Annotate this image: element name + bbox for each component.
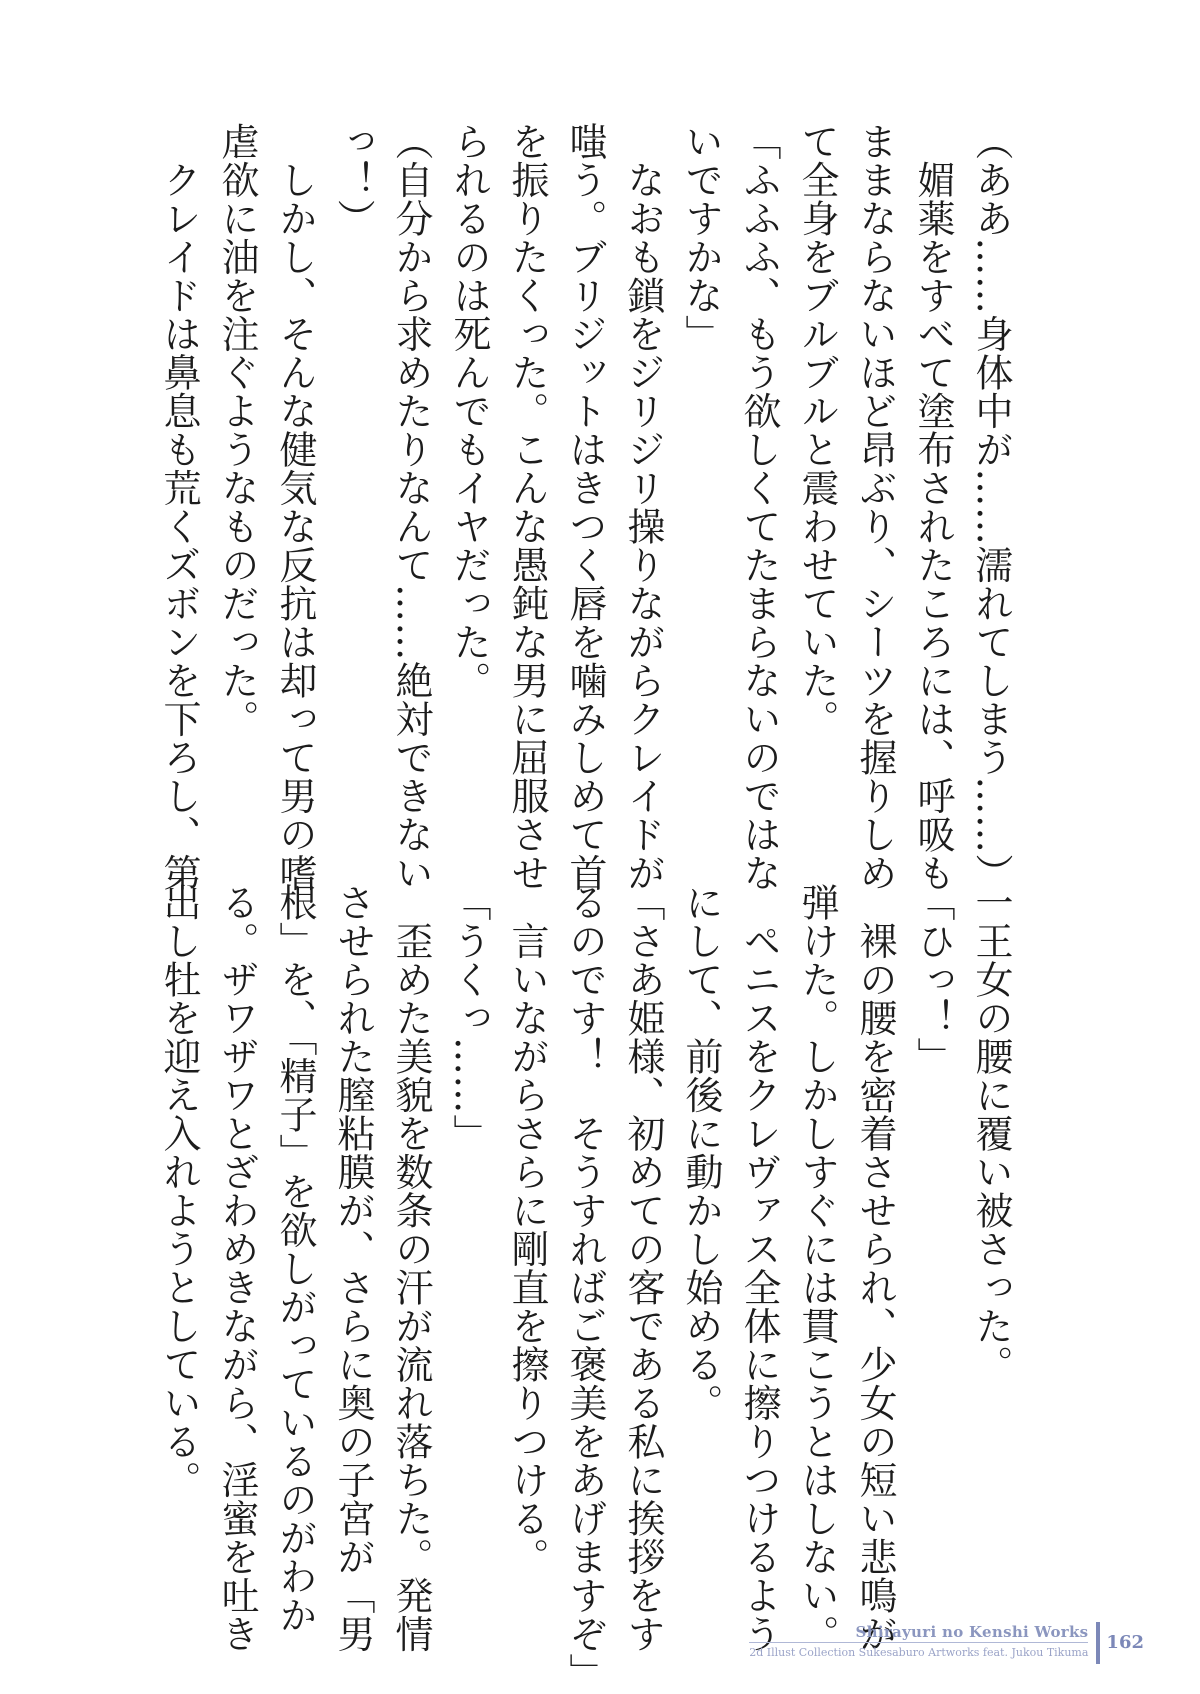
text-column: しかし、そんな健気な反抗は却って男の嗜 — [273, 122, 317, 892]
text-column: クレイドは鼻息も荒くズボンを下ろし、第 — [157, 122, 201, 892]
text-column: 言いながらさらに剛直を擦りつける。 — [505, 883, 549, 1576]
text-column: 「うくっ……」 — [447, 883, 491, 1153]
text-column: 「さあ姫様、初めての客である私に挨拶をす — [621, 883, 665, 1653]
footer-subtitle: 2d Illust Collection Sukesaburo Artworks feat. Jukou Tikuma — [749, 1642, 1088, 1661]
text-column: いですかな」 — [679, 122, 723, 353]
text-column: 嗤う。ブリジットはきつく唇を噛みしめて首 — [563, 122, 607, 892]
text-column: 裸の腰を密着させられ、少女の短い悲鳴が — [853, 883, 897, 1653]
text-column: 一王女の腰に覆い被さった。 — [969, 883, 1013, 1384]
text-column: 弾けた。しかしすぐには貫こうとはしない。 — [795, 883, 839, 1653]
text-column: （自分から求めたりなんて……絶対できない — [389, 122, 433, 892]
text-column: を振りたくった。こんな愚鈍な男に屈服させ — [505, 122, 549, 892]
page-footer — [749, 1622, 1144, 1664]
text-column: ままならないほど昂ぶり、シーツを握りしめ — [853, 122, 897, 892]
text-column: 出し牡を迎え入れようとしている。 — [157, 883, 201, 1499]
text-block-top — [150, 122, 1020, 892]
text-column: なおも鎖をジリジリ操りながらクレイドが — [621, 122, 665, 892]
text-column: て全身をブルブルと震わせていた。 — [795, 122, 839, 738]
page-number: 162 — [1106, 1632, 1144, 1653]
text-column: 歪めた美貌を数条の汗が流れ落ちた。発情 — [389, 883, 433, 1653]
text-column: られるのは死んでもイヤだった。 — [447, 122, 491, 700]
text-column: 虐欲に油を注ぐようなものだった。 — [215, 122, 259, 738]
text-column: る。ザワザワとざわめきながら、淫蜜を吐き — [215, 883, 259, 1653]
text-column: にして、前後に動かし始める。 — [679, 883, 723, 1422]
text-column: （ああ……身体中が……濡れてしまう……） — [969, 122, 1013, 892]
footer-title: Shirayuri no Kenshi Works — [855, 1623, 1089, 1641]
footer-text — [749, 1622, 1096, 1664]
text-column: 「ふふふ、もう欲しくてたまらないのではな — [737, 122, 781, 892]
text-column: ペニスをクレヴァス全体に擦りつけるよう — [737, 883, 781, 1653]
text-column: るのです！ そうすればご褒美をあげますぞ」 — [563, 883, 607, 1692]
text-column: っ！） — [331, 122, 375, 238]
text-column: 根」を、「精子」を欲しがっているのがわか — [273, 883, 317, 1634]
text-column: させられた膣粘膜が、さらに奥の子宮が「男 — [331, 883, 375, 1653]
text-column: 「ひっ！」 — [911, 883, 955, 1076]
text-column: 媚薬をすべて塗布されたころには、呼吸も — [911, 122, 955, 892]
